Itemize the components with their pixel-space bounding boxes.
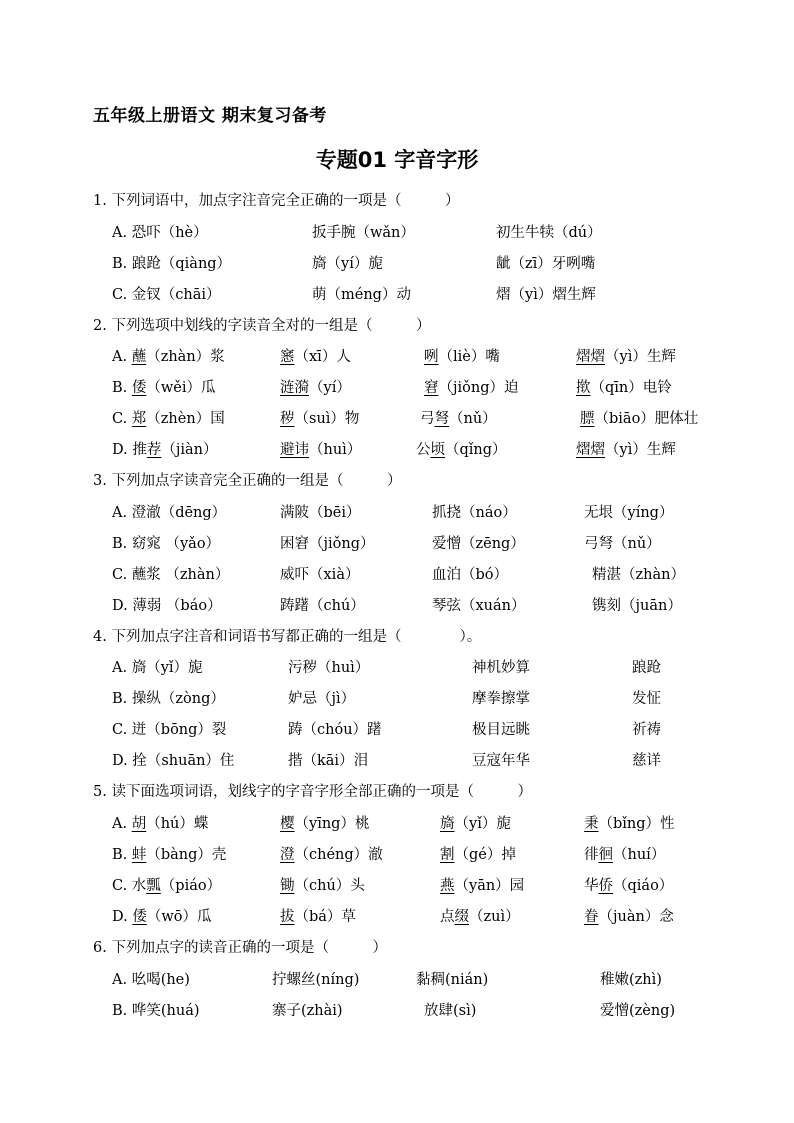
underlined-char: 窘 xyxy=(424,380,439,396)
q4-option-b-1: B. 操纵（zòng） xyxy=(112,691,225,707)
q5-option-c-4: 华侨（qiáo） xyxy=(584,878,674,894)
page-header: 五年级上册语文 期末复习备考 xyxy=(93,106,327,126)
q4-option-a-2: 污秽（huì） xyxy=(288,660,370,676)
q3-option-d-3: 琴弦（xuán） xyxy=(432,598,526,614)
q4-option-d-2: 揩（kāi）泪 xyxy=(288,753,369,769)
q5-option-b-3: 割（gé）掉 xyxy=(440,847,516,863)
underlined-char: 膘 xyxy=(580,411,595,427)
q3-option-c-4: 精湛（zhàn） xyxy=(592,567,685,583)
underlined-char: 避讳 xyxy=(280,442,309,458)
q1-option-b-3: 龇（zī）牙咧嘴 xyxy=(496,256,596,272)
q5-option-a-4: 秉（bǐng）性 xyxy=(584,816,675,832)
q1-option-c-2: 萌（méng）动 xyxy=(312,287,411,303)
question-1-stem: 1. 下列词语中，加点字注音完全正确的一项是（ ） xyxy=(93,193,460,209)
underlined-char: 侨 xyxy=(598,878,613,894)
q1-option-c-3: 熠（yì）熠生辉 xyxy=(496,287,596,303)
underlined-char: 蘸 xyxy=(131,349,147,365)
page-title: 专题01 字音字形 xyxy=(315,148,479,172)
underlined-char: 眷 xyxy=(584,909,599,925)
underlined-char: 澄 xyxy=(280,847,295,863)
q2-option-b-1: B. 倭（wěi）瓜 xyxy=(112,380,216,396)
underlined-char: 熠熠 xyxy=(576,442,605,458)
underlined-char: 胡 xyxy=(131,816,147,832)
underlined-char: 拔 xyxy=(280,909,295,925)
q2-option-b-2: 涟漪（yí） xyxy=(280,380,351,396)
underlined-char: 旖 xyxy=(440,816,455,832)
q2-option-a-3: 咧（liè）嘴 xyxy=(424,349,500,365)
q1-option-a-2: 扳手腕（wǎn） xyxy=(312,225,415,241)
q3-option-b-1: B. 窈窕 （yǎo） xyxy=(112,536,221,552)
q2-option-c-1: C. 郑（zhèn）国 xyxy=(112,411,225,427)
q3-option-d-2: 踌躇（chú） xyxy=(280,598,365,614)
q2-option-a-2: 窸（xī）人 xyxy=(280,349,351,365)
q2-option-c-3: 弓弩（nǔ） xyxy=(420,411,497,427)
q3-option-d-1: D. 薄弱 （báo） xyxy=(112,598,222,614)
q3-option-c-2: 威吓（xià） xyxy=(280,567,360,583)
q5-option-d-2: 拔（bá）草 xyxy=(280,909,356,925)
underlined-char: 涟漪 xyxy=(280,380,309,396)
q5-option-d-3: 点缀（zuì） xyxy=(440,909,520,925)
q2-option-a-1: A. 蘸（zhàn）浆 xyxy=(112,349,225,365)
q1-option-c-1: C. 金钗（chāi） xyxy=(112,287,221,303)
question-4-stem: 4. 下列加点字注音和词语书写都正确的一组是（ ）。 xyxy=(93,629,482,645)
q2-option-d-1: D. 推荐（jiàn） xyxy=(112,442,218,458)
underlined-char: 揿 xyxy=(576,380,591,396)
q4-option-d-1: D. 拴（shuān）住 xyxy=(112,753,235,769)
q4-option-d-4: 慈详 xyxy=(632,753,661,769)
q3-option-a-1: A. 澄澈（dēng） xyxy=(112,505,227,521)
q4-option-d-3: 豆寇年华 xyxy=(472,753,530,769)
question-5-stem: 5. 读下面选项词语，划线字的字音字形全部正确的一项是（ ） xyxy=(93,784,532,800)
q3-option-a-3: 抓挠（náo） xyxy=(432,505,517,521)
question-3-stem: 3. 下列加点字读音完全正确的一组是（ ） xyxy=(93,473,402,489)
underlined-char: 郑 xyxy=(131,411,147,427)
underlined-char: 割 xyxy=(440,847,455,863)
q4-option-a-4: 踉跄 xyxy=(632,660,661,676)
underlined-char: 徊 xyxy=(598,847,613,863)
underlined-char: 锄 xyxy=(280,878,295,894)
q3-option-c-3: 血泊（bó） xyxy=(432,567,509,583)
underlined-char: 燕 xyxy=(440,878,455,894)
underlined-char: 窸 xyxy=(280,349,295,365)
q4-option-c-4: 祈祷 xyxy=(632,722,661,738)
q6-option-a-1: A. 吆喝(he) xyxy=(112,972,190,988)
q2-option-b-4: 揿（qīn）电铃 xyxy=(576,380,672,396)
q6-option-a-3: 黏稠(nián) xyxy=(416,972,489,988)
q5-option-a-3: 旖（yǐ）旎 xyxy=(440,816,511,832)
q5-option-a-1: A. 胡（hú）蝶 xyxy=(112,816,209,832)
q4-option-c-3: 极目远眺 xyxy=(472,722,530,738)
q1-option-b-1: B. 踉跄（qiàng） xyxy=(112,256,232,272)
q3-option-b-3: 爱憎（zēng） xyxy=(432,536,525,552)
q4-option-c-1: C. 迸（bōng）裂 xyxy=(112,722,227,738)
q5-option-a-2: 樱（yīng）桃 xyxy=(280,816,370,832)
q5-option-c-2: 锄（chú）头 xyxy=(280,878,365,894)
q5-option-b-1: B. 蚌（bàng）壳 xyxy=(112,847,227,863)
q5-option-c-1: C. 水瓢（piáo） xyxy=(112,878,222,894)
q4-option-a-3: 神机妙算 xyxy=(472,660,530,676)
q3-option-b-2: 困窘（jiǒng） xyxy=(280,536,375,552)
q3-option-b-4: 弓弩（nǔ） xyxy=(584,536,661,552)
underlined-char: 缀 xyxy=(454,909,469,925)
q2-option-a-4: 熠熠（yì）生辉 xyxy=(576,349,676,365)
underlined-char: 倭 xyxy=(132,909,147,925)
underlined-char: 秉 xyxy=(584,816,599,832)
q5-option-d-1: D. 倭（wō）瓜 xyxy=(112,909,212,925)
q6-option-b-3: 放肆(sì) xyxy=(424,1003,477,1019)
underlined-char: 顷 xyxy=(430,442,445,458)
q6-option-a-4: 稚嫩(zhì) xyxy=(600,972,662,988)
underlined-char: 倭 xyxy=(131,380,147,396)
q2-option-c-2: 秽（suì）物 xyxy=(280,411,360,427)
underlined-char: 荐 xyxy=(146,442,162,458)
underlined-char: 弩 xyxy=(434,411,449,427)
q4-option-b-2: 妒忌（jì） xyxy=(288,691,356,707)
underlined-char: 樱 xyxy=(280,816,295,832)
q4-option-b-4: 发怔 xyxy=(632,691,661,707)
q6-option-b-4: 爱憎(zèng) xyxy=(600,1003,676,1019)
q5-option-b-2: 澄（chéng）澈 xyxy=(280,847,383,863)
q6-option-a-2: 拧螺丝(níng) xyxy=(272,972,360,988)
question-6-stem: 6. 下列加点字的读音正确的一项是（ ） xyxy=(93,940,387,956)
q6-option-b-2: 寨子(zhài) xyxy=(272,1003,343,1019)
q3-option-c-1: C. 蘸浆 （zhàn） xyxy=(112,567,230,583)
q3-option-d-4: 镌刻（juān） xyxy=(592,598,682,614)
q3-option-a-2: 满陂（bēi） xyxy=(280,505,361,521)
underlined-char: 蚌 xyxy=(131,847,147,863)
q2-option-c-4: 膘（biāo）肥体壮 xyxy=(580,411,699,427)
q2-option-d-3: 公顷（qǐng） xyxy=(416,442,507,458)
q1-option-b-2: 旖（yí）旎 xyxy=(312,256,383,272)
q5-option-d-4: 眷（juàn）念 xyxy=(584,909,674,925)
q5-option-c-3: 燕（yān）园 xyxy=(440,878,525,894)
question-2-stem: 2. 下列选项中划线的字读音全对的一组是（ ） xyxy=(93,318,431,334)
underlined-char: 咧 xyxy=(424,349,439,365)
q6-option-b-1: B. 哗笑(huá) xyxy=(112,1003,200,1019)
q2-option-d-2: 避讳（huì） xyxy=(280,442,362,458)
q1-option-a-1: A. 恐吓（hè） xyxy=(112,225,208,241)
q1-option-a-3: 初生牛犊（dú） xyxy=(496,225,602,241)
q2-option-b-3: 窘（jiǒng）迫 xyxy=(424,380,519,396)
underlined-char: 瓢 xyxy=(146,878,161,894)
underlined-char: 熠熠 xyxy=(576,349,605,365)
q3-option-a-4: 无垠（yíng） xyxy=(584,505,674,521)
q2-option-d-4: 熠熠（yì）生辉 xyxy=(576,442,676,458)
q4-option-c-2: 踌（chóu）躇 xyxy=(288,722,382,738)
underlined-char: 秽 xyxy=(280,411,295,427)
q5-option-b-4: 徘徊（huí） xyxy=(584,847,666,863)
q4-option-a-1: A. 旖（yǐ）旎 xyxy=(112,660,203,676)
q4-option-b-3: 摩拳擦掌 xyxy=(472,691,530,707)
